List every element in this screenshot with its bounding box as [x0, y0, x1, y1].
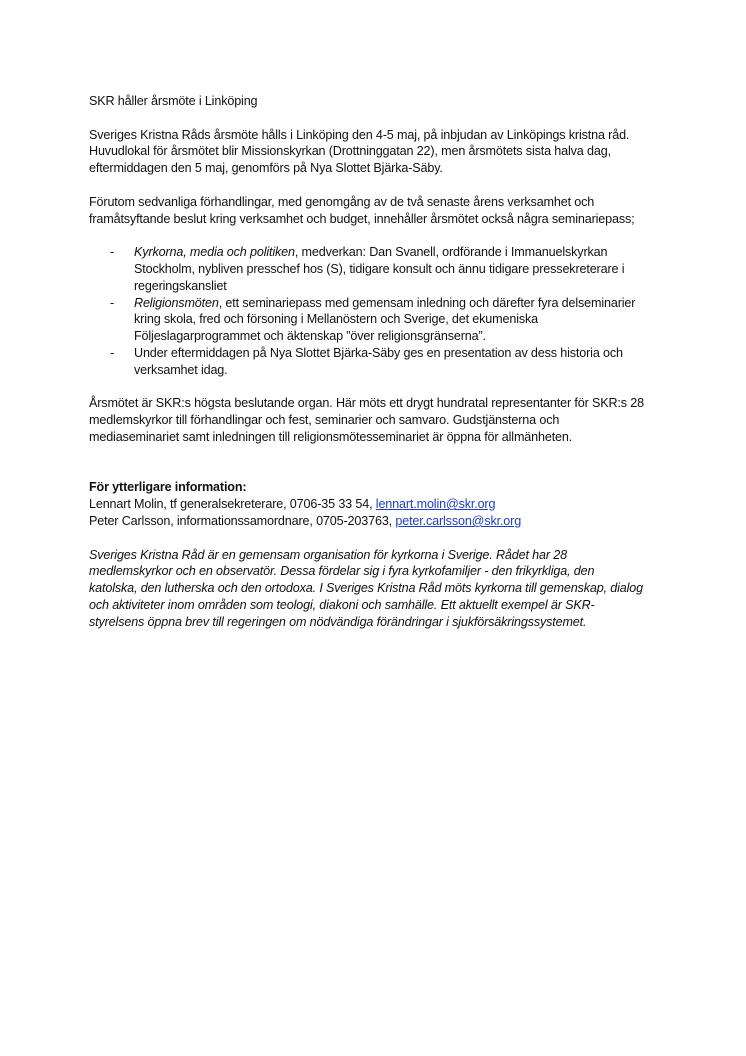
document-title: SKR håller årsmöte i Linköping	[89, 94, 258, 108]
list-item-text: kring skola, fred och försoning i Mellanöstern och Sverige, det ekumeniska	[134, 312, 539, 327]
summary-paragraph	[89, 395, 669, 445]
list-item-text: , ett seminariepass med gemensam inledning och därefter fyra delseminarier	[218, 295, 636, 310]
list-item-text: , medverkan: Dan Svanell, ordförande i Immanuelskyrkan	[294, 245, 608, 260]
list-item-text: regeringskansliet	[134, 278, 227, 293]
contact-heading: För ytterligare information:	[89, 480, 247, 495]
press-release	[89, 93, 669, 631]
spacer	[89, 463, 669, 480]
list-item-text: verksamhet idag.	[134, 362, 228, 377]
about-line: medlemskyrkor och en observatör. Dessa fördelar sig i fyra kyrkofamiljer - den frikyrkliga, den	[89, 564, 595, 579]
about-line: och aktiviteter inom områden som teologi, diakoni och samhälle. Ett aktuellt exempel är SKR-	[89, 597, 595, 612]
seminar-list	[89, 244, 669, 378]
agenda-line: framåtsyftande beslut kring verksamhet och budget, innehåller årsmötet också några seminariepass;	[89, 211, 635, 226]
about-line: Sveriges Kristna Råd är en gemensam organisation för kyrkorna i Sverige. Rådet har 28	[89, 547, 567, 562]
summary-line: Årsmötet är SKR:s högsta beslutande organ. Här möts ett drygt hundratal representanter för SKR:s 28	[89, 396, 644, 411]
email-link[interactable]: lennart.molin@skr.org	[375, 497, 496, 512]
list-item	[89, 295, 669, 345]
list-item-text: Under eftermiddagen på Nya Slottet Bjärka-Säby ges en presentation av dess historia och	[134, 345, 623, 360]
dash-bullet: -	[110, 245, 115, 260]
intro-line: eftermiddagen den 5 maj, genomförs på Nya Slottet Bjärka-Säby.	[89, 161, 443, 176]
contact-details: Peter Carlsson, informationssamordnare, 0705-203763,	[89, 513, 396, 528]
list-item-text: Följeslagarprogrammet och äktenskap ”över religionsgränserna”.	[134, 329, 486, 344]
about-line: katolska, den lutherska och den ortodoxa. I Sveriges Kristna Råd möts kyrkorna till gemenskap, dialog	[89, 581, 643, 596]
list-item	[89, 345, 669, 379]
list-item-text: Stockholm, nybliven presschef hos (S), tidigare konsult och ännu tidigare pressekreterare i	[134, 261, 625, 276]
seminar-title: Kyrkorna, media och politiken	[134, 245, 295, 260]
list-item	[89, 244, 669, 294]
agenda-line: Förutom sedvanliga förhandlingar, med genomgång av de två senaste årens verksamhet och	[89, 194, 595, 209]
dash-bullet: -	[110, 345, 115, 360]
summary-line: medlemskyrkor till förhandlingar och fest, seminarier och samvaro. Gudstjänsterna och	[89, 413, 560, 428]
contact-block	[89, 479, 669, 529]
seminar-title: Religionsmöten	[134, 295, 219, 310]
contact-person	[89, 513, 669, 530]
intro-paragraph	[89, 127, 669, 177]
email-link[interactable]: peter.carlsson@skr.org	[395, 513, 522, 528]
about-line: styrelsens öppna brev till regeringen om nödvändiga förändringar i sjukförsäkringssystemet.	[89, 614, 587, 629]
contact-person	[89, 496, 669, 513]
dash-bullet: -	[110, 295, 115, 310]
intro-line: Sveriges Kristna Råds årsmöte hålls i Linköping den 4-5 maj, på inbjudan av Linköpings kristna råd.	[89, 127, 630, 142]
summary-line: mediaseminariet samt inledningen till religionsmötesseminariet är öppna för allmänheten.	[89, 429, 573, 444]
about-paragraph	[89, 547, 669, 631]
agenda-paragraph	[89, 194, 669, 228]
intro-line: Huvudlokal för årsmötet blir Missionskyrkan (Drottninggatan 22), men årsmötets sista halva dag,	[89, 144, 611, 159]
contact-details: Lennart Molin, tf generalsekreterare, 0706-35 33 54,	[89, 497, 376, 512]
